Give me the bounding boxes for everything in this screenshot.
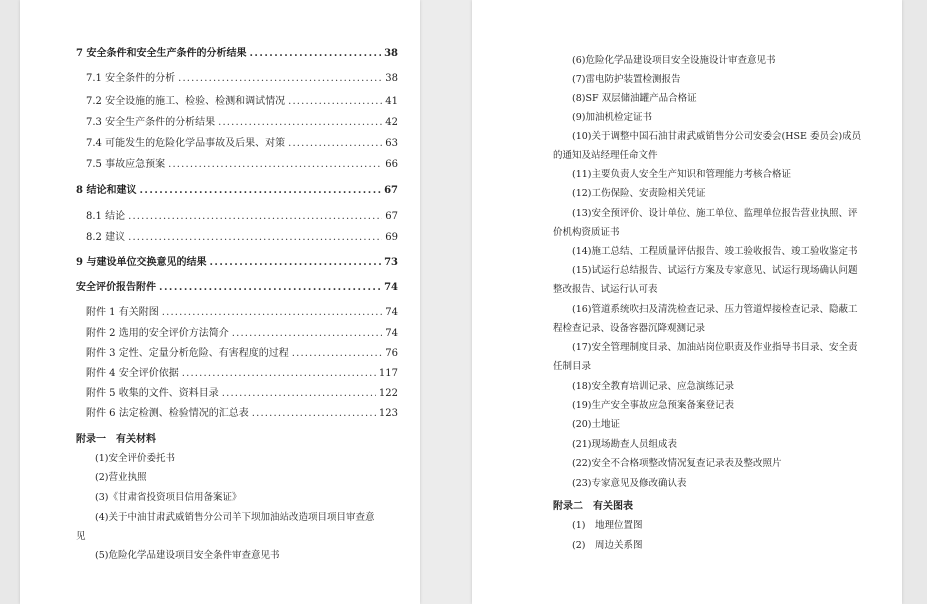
toc-entry[interactable]: 附件 1 有关附图 . . . 74: [86, 303, 398, 318]
list-item: (15)试运行总结报告、试运行方案及专家意见、试运行现场确认问题: [572, 265, 858, 276]
list-item: (7)雷电防护装置检测报告: [572, 74, 681, 85]
list-item: (9)加油机检定证书: [572, 112, 652, 123]
list-item: (21)现场勘查人员组成表: [572, 439, 678, 450]
list-item: (12)工伤保险、安责险相关凭证: [572, 188, 706, 199]
toc-entry[interactable]: 7.3 安全生产条件的分析结果 . . . 42: [86, 113, 398, 128]
list-item: (2) 周边关系图: [572, 540, 643, 551]
list-item: (1)安全评价委托书: [95, 453, 175, 464]
toc-entry[interactable]: 附件 2 选用的安全评价方法简介 . . . 74: [86, 324, 398, 339]
list-item: (19)生产安全事故应急预案备案登记表: [572, 400, 735, 411]
toc-entry[interactable]: 7.5 事故应急预案 . . . 66: [86, 155, 398, 170]
list-item: (2)营业执照: [95, 472, 147, 483]
list-item-continuation: 程检查记录、设备容器沉降观测记录: [553, 323, 706, 334]
list-item: (23)专家意见及修改确认表: [572, 478, 687, 489]
toc-entry[interactable]: 附件 5 收集的文件、资料目录 . . . 122: [86, 384, 398, 399]
list-item: (13)安全预评价、设计单位、施工单位、监理单位报告营业执照、评: [572, 208, 858, 219]
list-item: (3)《甘肃省投资项目信用备案证》: [95, 492, 242, 503]
toc-entry[interactable]: 7.2 安全设施的施工、检验、检测和调试情况 . . . 41: [86, 92, 398, 107]
list-item-continuation: 价机构资质证书: [553, 227, 620, 238]
toc-entry[interactable]: 安全评价报告附件 . . . 74: [76, 278, 398, 293]
list-item: (5)危险化学品建设项目安全条件审查意见书: [95, 550, 280, 561]
toc-entry[interactable]: 8.1 结论 . . . 67: [86, 207, 398, 222]
toc-entry[interactable]: 8.2 建议 . . . 69: [86, 228, 398, 243]
list-item: (14)施工总结、工程质量评估报告、竣工验收报告、竣工验收鉴定书: [572, 246, 858, 257]
left-page: [20, 0, 420, 604]
toc-entry[interactable]: 7 安全条件和安全生产条件的分析结果 . . . 38: [76, 44, 398, 59]
list-item-continuation: 任制目录: [553, 361, 592, 372]
toc-entry[interactable]: 9 与建设单位交换意见的结果 . . . 73: [76, 253, 398, 268]
list-item: (17)安全管理制度目录、加油站岗位职责及作业指导书目录、安全责: [572, 342, 858, 353]
list-item: (18)安全教育培训记录、应急演练记录: [572, 381, 735, 392]
list-item: (11)主要负责人安全生产知识和管理能力考核合格证: [572, 169, 792, 180]
toc-entry[interactable]: 附件 3 定性、定量分析危险、有害程度的过程 . . . 76: [86, 344, 398, 359]
appendix2-title: 附录二 有关图表: [553, 501, 633, 512]
toc-entry[interactable]: 7.1 安全条件的分析 . . . 38: [86, 69, 398, 84]
list-item: (20)土地证: [572, 419, 621, 430]
toc-entry[interactable]: 7.4 可能发生的危险化学品事故及后果、对策 . . . 63: [86, 134, 398, 149]
right-page: [472, 0, 902, 604]
toc-entry[interactable]: 附件 4 安全评价依据 . . . 117: [86, 364, 398, 379]
list-item: (4)关于中油甘肃武威销售分公司羊下坝加油站改造项目项目审查意: [95, 512, 375, 523]
appendix1-title: 附录一 有关材料: [76, 434, 156, 445]
list-item-continuation: 见: [76, 531, 86, 542]
list-item: (10)关于调整中国石油甘肃武威销售分公司安委会(HSE 委员会)成员: [572, 131, 862, 142]
list-item: (1) 地理位置图: [572, 520, 643, 531]
list-item: (6)危险化学品建设项目安全设施设计审查意见书: [572, 55, 776, 66]
list-item-continuation: 的通知及站经理任命文件: [553, 150, 658, 161]
list-item: (16)管道系统吹扫及清洗检查记录、压力管道焊接检查记录、隐蔽工: [572, 304, 858, 315]
list-item: (8)SF 双层储油罐产品合格证: [572, 93, 697, 104]
list-item-continuation: 整改报告、试运行认可表: [553, 284, 658, 295]
toc-entry[interactable]: 8 结论和建议 . . . 67: [76, 181, 398, 196]
toc-entry[interactable]: 附件 6 法定检测、检验情况的汇总表 . . . 123: [86, 404, 398, 419]
page-gutter: [420, 0, 472, 604]
list-item: (22)安全不合格项整改情况复查记录表及整改照片: [572, 458, 782, 469]
